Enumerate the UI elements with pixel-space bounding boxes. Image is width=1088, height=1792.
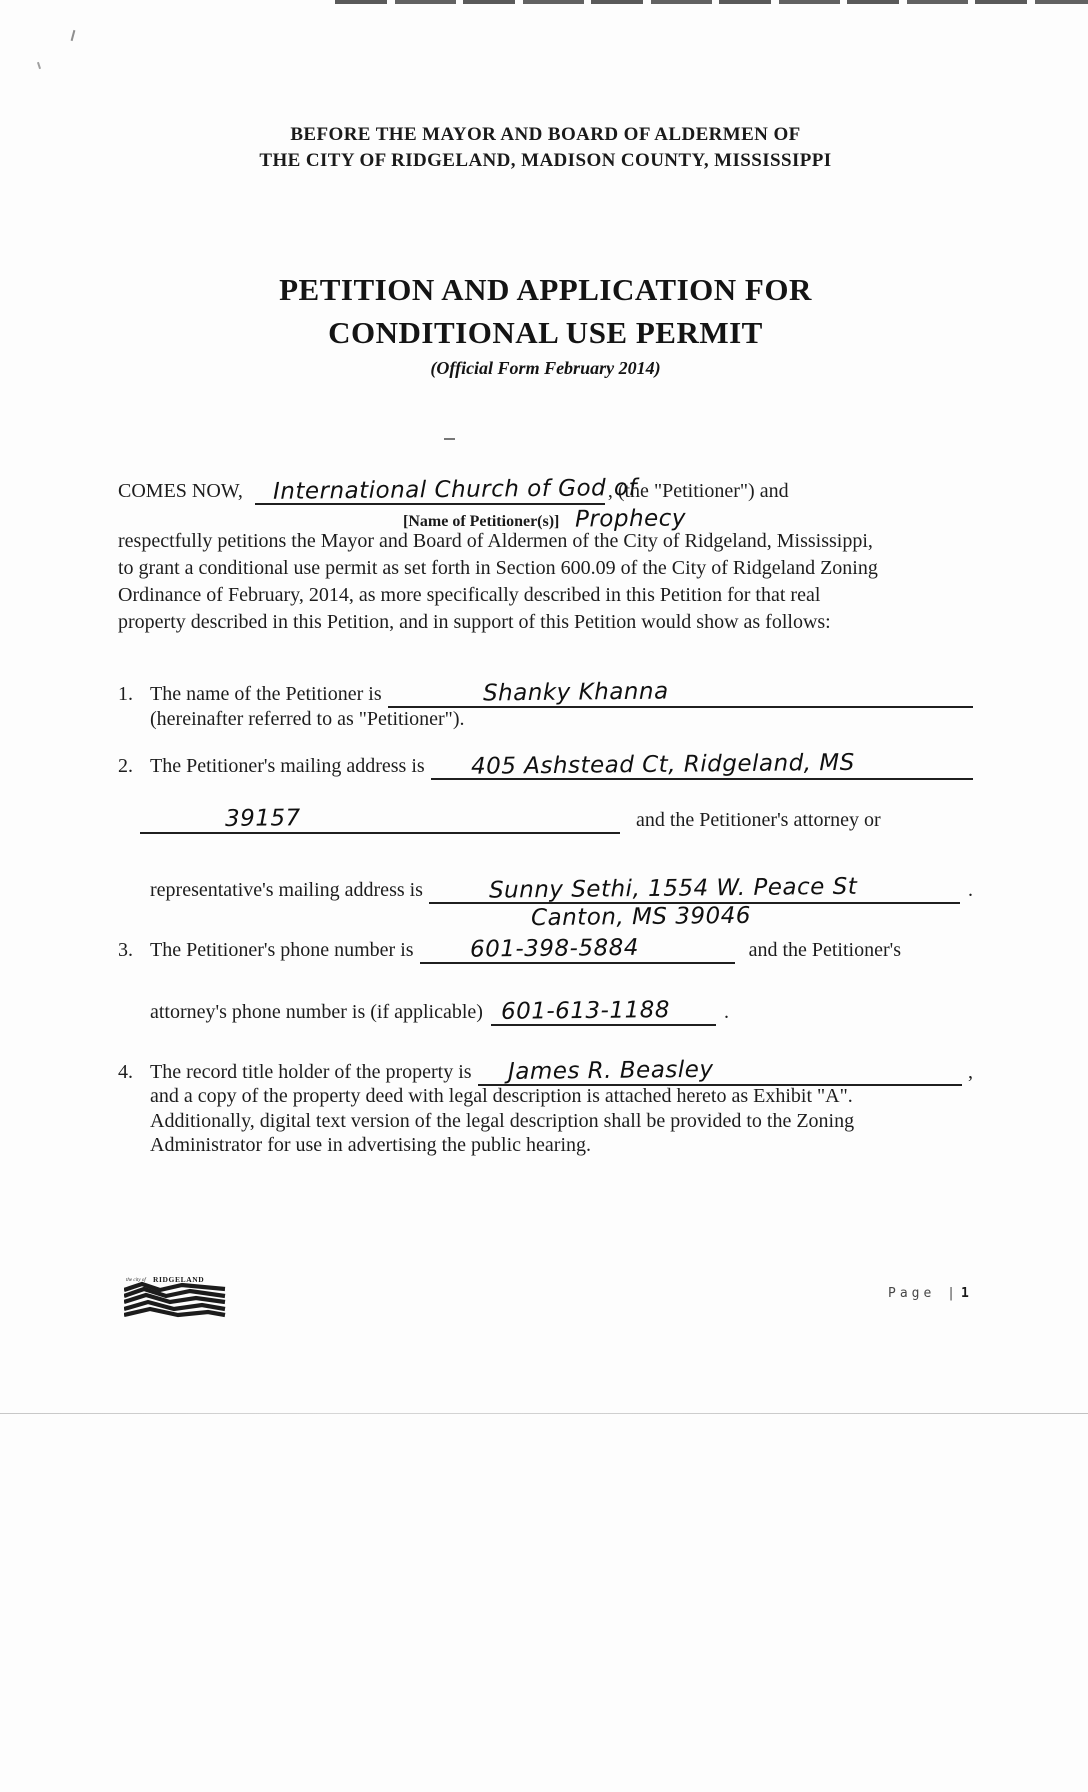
scan-speck [71, 30, 76, 41]
mailing-address-field-line2 [140, 806, 620, 834]
item3-attorney-phone-handwriting: 601-613-1188 [500, 997, 671, 1025]
item4-number: 4. [118, 1061, 133, 1083]
item3-after-text: and the Petitioner's [748, 939, 902, 961]
item2-rep-period: . [968, 879, 973, 901]
item3-label: The Petitioner's phone number is [150, 939, 414, 961]
logo-small-text: the city of [126, 1278, 146, 1283]
ridgeland-logo-graphic [124, 1274, 226, 1320]
title-line1: PETITION AND APPLICATION FOR [279, 272, 812, 307]
item2-zip-handwriting: 39157 [224, 805, 301, 832]
scan-speck [444, 438, 455, 440]
attorney-phone-field [491, 998, 716, 1026]
item2-rep-handwriting: Sunny Sethi, 1554 W. Peace St [488, 873, 858, 904]
item2-number: 2. [118, 755, 133, 777]
mailing-address-field [431, 749, 973, 780]
item4-row1 [118, 1058, 973, 1086]
item1-number: 1. [118, 683, 133, 705]
page-word: Page | [888, 1286, 959, 1301]
attorney-phone-label: attorney's phone number is (if applicable) [150, 1001, 483, 1023]
page-number: 1 [960, 1286, 973, 1301]
form-version-subtitle: (Official Form February 2014) [430, 358, 661, 378]
item2-rep-line2-handwriting: Canton, MS 39046 [530, 902, 752, 932]
logo-name-text: RIDGELAND [153, 1275, 205, 1284]
item4-label: The record title holder of the property is [150, 1061, 472, 1083]
scan-artifact-top-edge [335, 0, 1088, 4]
item3-attorney-period: . [723, 1001, 729, 1023]
item4-comma: , [968, 1061, 973, 1083]
item2-address-handwriting: 405 Ashstead Ct, Ridgeland, MS [470, 749, 855, 780]
item1-line2: (hereinafter referred to as "Petitioner"). [150, 708, 465, 730]
document-title-block [118, 268, 973, 379]
scan-speck [37, 62, 41, 69]
petition-paragraph: respectfully petitions the Mayor and Board of Aldermen of the City of Ridgeland, Mississippi, to grant a conditional use permit as set forth in Section 600.09 of the City of Ridgeland Zoning Ordinance of February, 2014, as more specifically described in this Petition for that real property described in this Petition, and in support of this Petition would show as follows: [118, 530, 878, 633]
item2-row1 [118, 749, 973, 780]
item1-row [118, 680, 973, 708]
item2-row3 [118, 873, 973, 904]
court-header-line2: THE CITY OF RIDGELAND, MADISON COUNTY, MISSISSIPPI [259, 150, 832, 171]
item3-number: 3. [118, 939, 133, 961]
item2-after-text: and the Petitioner's attorney or [636, 809, 881, 831]
petitioner-name-line-field [388, 680, 973, 708]
petitioner-phone-field [420, 936, 735, 964]
representative-address-label: representative's mailing address is [150, 879, 423, 901]
page-number-label [888, 1286, 973, 1301]
title-line2: CONDITIONAL USE PERMIT [328, 315, 763, 350]
court-header [118, 122, 973, 174]
petitioner-name-overflow-handwriting: Prophecy [575, 505, 687, 533]
comes-now-row [118, 474, 973, 505]
item2-row4 [118, 904, 973, 930]
comes-now-after-text: , (the "Petitioner") and [607, 480, 789, 502]
court-header-line1: BEFORE THE MAYOR AND BOARD OF ALDERMEN OF [290, 124, 801, 145]
item4-holder-handwriting: James R. Beasley [507, 1056, 714, 1085]
representative-address-field [429, 873, 960, 904]
item3-row2 [118, 998, 973, 1026]
item4-body: and a copy of the property deed with legal description is attached hereto as Exhibit "A". Additionally, digital text version of the legal description shall be provided to the Zoning Administrator for use in advertising the public hearing. [150, 1085, 855, 1156]
item1-handwriting: Shanky Khanna [482, 678, 669, 707]
item1-label: The name of the Petitioner is [150, 683, 382, 705]
city-of-ridgeland-logo [124, 1274, 226, 1325]
name-of-petitioners-caption: [Name of Petitioner(s)] [403, 513, 560, 530]
scan-artifact-page-edge-line [0, 1413, 1088, 1414]
item3-row1 [118, 936, 973, 964]
item1-row2 [118, 706, 973, 732]
logo-wave-stripes [124, 1284, 225, 1315]
item3-phone-handwriting: 601-398-5884 [469, 934, 639, 963]
title-holder-field [478, 1058, 962, 1086]
item2-label: The Petitioner's mailing address is [150, 755, 425, 777]
petitioner-name-field [255, 474, 638, 505]
petitioner-name-handwriting: International Church of God of [272, 474, 638, 505]
comes-now-label: COMES NOW, [118, 480, 243, 502]
item2-row2 [118, 806, 973, 834]
